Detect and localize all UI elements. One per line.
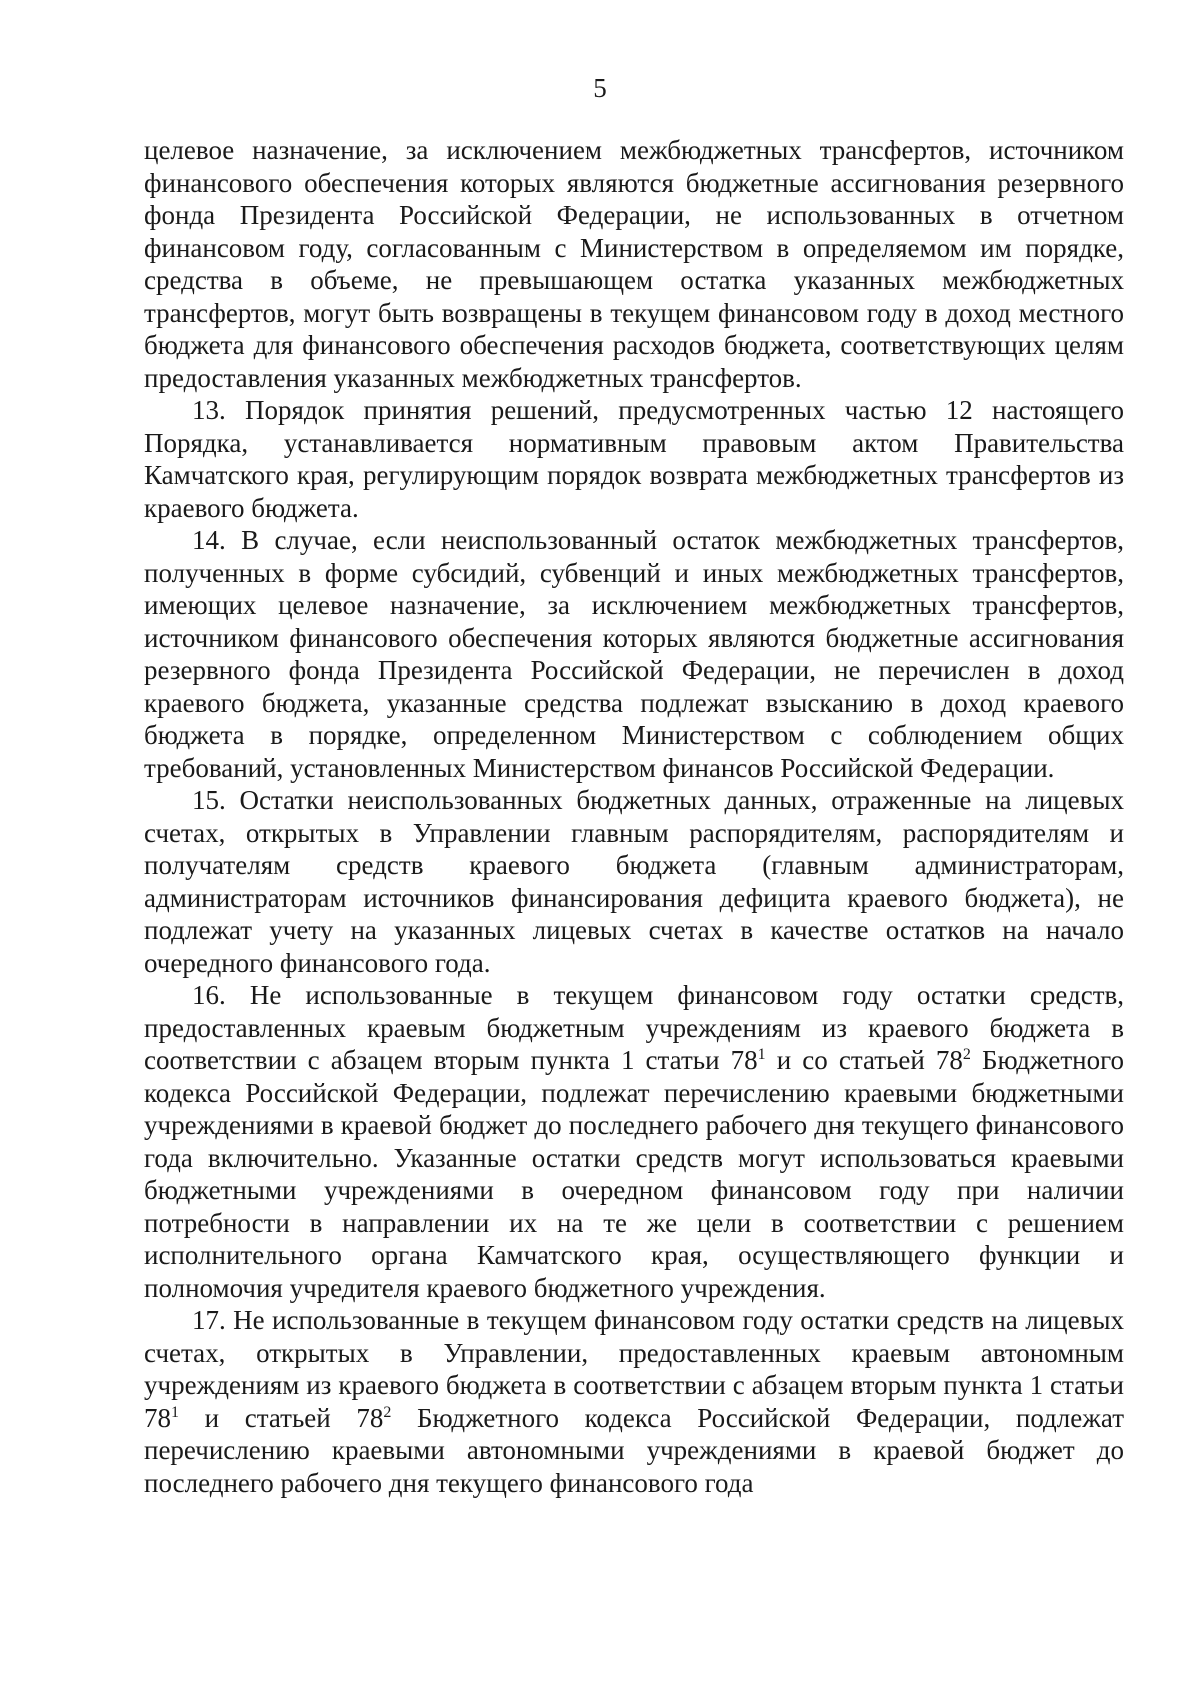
paragraph-item-17 (144, 1304, 1124, 1499)
item-16-text-part-1: 16. Не использованные в текущем финансовом году остатки средств, предоставленных краевым бюджетным учреждениям из краевого бюджета в соответствии с абзацем вторым пункта 1 статьи 78 (144, 980, 1124, 1075)
item-17-text-part-3: Бюджетного кодекса Российской Федерации, подлежат перечислению краевыми автономными учреждениями в краевой бюджет до последнего рабочего дня текущего финансового года (144, 1402, 1124, 1498)
paragraph-item-16 (144, 979, 1124, 1304)
item-17-text-part-2: и статьей 78 (179, 1402, 384, 1433)
item-17-superscript-1: 1 (171, 1403, 179, 1421)
paragraph-item-13: 13. Порядок принятия решений, предусмотренных частью 12 настоящего Порядка, устанавливается нормативным правовым актом Правительства Камчатского края, регулирующим порядок возврата межбюджетных трансфертов из краевого бюджета. (144, 395, 1124, 523)
paragraph-continuation: целевое назначение, за исключением межбюджетных трансфертов, источником финансового обеспечения которых являются бюджетные ассигнования резервного фонда Президента Российской Федерации, не использованных в отчетном финансовом году, согласованным с Министерством в определяемом им порядке, средства в объеме, не превышающем остатка указанных межбюджетных трансфертов, могут быть возвращены в текущем финансовом году в доход местного бюджета для финансового обеспечения расходов бюджета, соответствующих целям предоставления указанных межбюджетных трансфертов. (144, 135, 1124, 393)
item-16-text-part-2: и со статьей 78 (765, 1045, 963, 1075)
item-16-superscript-1: 1 (757, 1046, 766, 1063)
paragraph-item-14: 14. В случае, если неиспользованный остаток межбюджетных трансфертов, полученных в форме субсидий, субвенций и иных межбюджетных трансфертов, имеющих целевое назначение, за исключением межбюджетных трансфертов, источником финансового обеспечения которых являются бюджетные ассигнования резервного фонда Президента Российской Федерации, не перечислен в доход краевого бюджета, указанные средства подлежат взысканию в доход краевого бюджета в порядке, определенном Министерством с соблюдением общих требований, установленных Министерством финансов Российской Федерации. (144, 525, 1124, 783)
document-body (144, 134, 1124, 1499)
item-17-text-part-1: 17. Не использованные в текущем финансовом году остатки средств на лицевых счетах, открытых в Управлении, предоставленных краевым автономным учреждениям из краевого бюджета в соответствии с абзацем вторым пункта 1 статьи 78 (144, 1305, 1124, 1433)
page-number: 5 (593, 73, 607, 103)
paragraph-item-15: 15. Остатки неиспользованных бюджетных данных, отраженные на лицевых счетах, открытых в Управлении главным распорядителям, распорядителям и получателям средств краевого бюджета (главным администраторам, администраторам источников финансирования дефицита краевого бюджета), не подлежат учету на указанных лицевых счетах в качестве остатков на начало очередного финансового года. (144, 785, 1124, 978)
item-16-superscript-2: 2 (962, 1046, 971, 1063)
item-16-text-part-3: Бюджетного кодекса Российской Федерации, подлежат перечислению краевыми бюджетными учреждениями в краевой бюджет до последнего рабочего дня текущего финансового года включительно. Указанные остатки средств могут использоваться краевыми бюджетными учреждениями в очередном финансовом году при наличии потребности в направлении их на те же цели в соответствии с решением исполнительного органа Камчатского края, осуществляющего функции и полномочия учредителя краевого бюджетного учреждения. (144, 1045, 1124, 1303)
item-17-superscript-2: 2 (383, 1403, 392, 1421)
